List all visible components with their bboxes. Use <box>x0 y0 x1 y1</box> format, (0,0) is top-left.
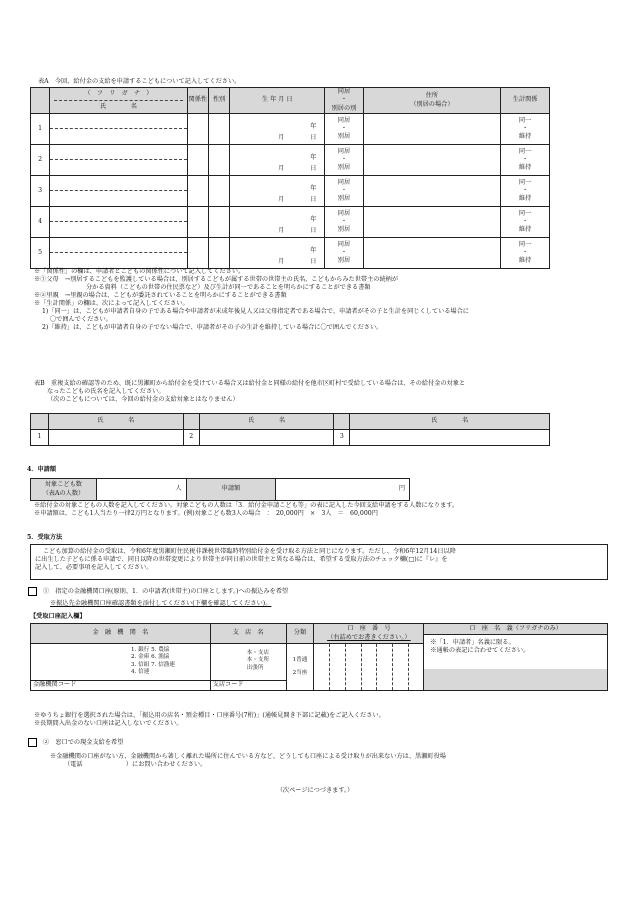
livelihood-field[interactable]: 同一 ・ 維持 <box>501 114 550 145</box>
address-field[interactable] <box>363 207 501 238</box>
address-field[interactable] <box>363 145 501 176</box>
b-name-2[interactable] <box>199 430 334 446</box>
table-row: 3 年 月 日 同居 ・ 別居 同一 ・ 維持 <box>31 176 550 207</box>
sex-header: 性別 <box>208 88 229 114</box>
birth-field[interactable]: 年 月 日 <box>230 238 325 269</box>
sex-field[interactable] <box>208 114 229 145</box>
table-a <box>30 87 550 269</box>
livelihood-field[interactable]: 同一 ・ 維持 <box>501 207 550 238</box>
cohabit-field[interactable]: 同居 ・ 別居 <box>325 238 363 269</box>
cohabit-field[interactable]: 同居 ・ 別居 <box>325 114 363 145</box>
sex-field[interactable] <box>208 145 229 176</box>
name-header: （ フ リ ガ ナ ） 氏 名 <box>50 88 188 114</box>
relation-field[interactable] <box>187 238 208 269</box>
address-field[interactable] <box>363 176 501 207</box>
account-type[interactable]: 1普通 2当座 <box>286 644 314 691</box>
cohabit-header: 同居 ・ 別居の別 <box>325 88 363 114</box>
section4-notes: ※給付金の対象こどもの人数を記入してください。対象こどもの人数は「3．給付金申請こども等」の表に記入した今回支給申請をする人数になります。 ※申請額は、こども1人当たり一律2万円となります。(例)対象こども数3人の場合 ： 20,000円 × 3人 ＝ 60,000円 <box>34 502 459 518</box>
option1-note: ※振込先金融機関口座確認書類を添付してください(下欄を確認してください)。 <box>50 600 272 607</box>
section5-title: 5．受取方法 <box>27 534 63 541</box>
bank-field[interactable]: 1. 銀行 5. 農協 2. 金庫 6. 漁協 3. 信組 7. 信漁連 4. 信連 金融機関コード <box>31 644 211 691</box>
relation-field[interactable] <box>187 176 208 207</box>
amount-table: 対象こども数 （表Aの人数） 人 申請額 円 <box>30 478 410 501</box>
child-count-field[interactable]: 人 <box>96 479 186 501</box>
cohabit-field[interactable]: 同居 ・ 別居 <box>325 207 363 238</box>
relation-field[interactable] <box>187 207 208 238</box>
account-table: 金 融 機 関 名 支 店 名 分類 口 座 番 号 （右詰めでお書きください。） 口 座 名 義（フリガナのみ） ※「1．申請者」名義に限る。 ※通帳の表記に合わせてください。 1. 銀行 5. 農協 2. 金庫 6. 漁協 3. 信組 7. 信漁連 4. 信連 金融機関コード 本・支店 本・支所 出張所 支店コード 1普通 2当座 <box>30 623 608 691</box>
option1: ① 指定の金融機関口座(原則、1．の申請者(世帯主)の口座とします。)への振込みを希望 <box>28 587 288 596</box>
child-name-field[interactable] <box>50 207 188 238</box>
option1-checkbox[interactable] <box>28 587 37 596</box>
child-name-field[interactable] <box>50 238 188 269</box>
option2-note: ※金融機関の口座がない方、金融機関から著しく離れた場所に住んでいる方など、どうしても口座による受け取りが出来ない方は、黒瀬町役場 （電話 ）にお問い合わせください。 <box>50 753 446 769</box>
b-name-3[interactable] <box>350 430 550 446</box>
table-row: 4 年 月 日 同居 ・ 別居 同一 ・ 維持 <box>31 207 550 238</box>
account-number[interactable] <box>314 644 424 691</box>
b-name-1[interactable] <box>48 430 183 446</box>
section4-title: 4．申請額 <box>27 466 57 473</box>
table-row: 2 年 月 日 同居 ・ 別居 同一 ・ 維持 <box>31 145 550 176</box>
account-notes: ※ゆうちょ銀行を選択された場合は、「振込用の店名・預金種目・口座番号(7桁)」(通帳見開き下部に記載)をご記入ください。 ※長期間入出金のない口座は記入しないでください。 <box>34 712 385 728</box>
table-b-intro: 表B 重複支給の確認等のため、既に黒瀬町から給付金を受けている場合又は給付金と同様の給付を他市区町村で受給している場合は、その給付金の対象と なったこどもの氏名を記入してください。 （次のこどもについては、今回の給付金の支給対象とはなりません） <box>34 380 466 404</box>
address-field[interactable] <box>363 114 501 145</box>
livelihood-field[interactable]: 同一 ・ 維持 <box>501 145 550 176</box>
child-name-field[interactable] <box>50 145 188 176</box>
sex-field[interactable] <box>208 238 229 269</box>
livelihood-header: 生計関係 <box>501 88 550 114</box>
cohabit-field[interactable]: 同居 ・ 別居 <box>325 145 363 176</box>
child-name-field[interactable] <box>50 176 188 207</box>
option2-checkbox[interactable] <box>28 738 37 747</box>
sex-field[interactable] <box>208 176 229 207</box>
relation-header: 関係性 <box>187 88 208 114</box>
holder-field[interactable]: ※「1．申請者」名義に限る。 ※通帳の表記に合わせてください。 <box>424 635 607 669</box>
option2: ② 窓口での現金支給を希望 <box>28 738 123 747</box>
birth-field[interactable]: 年 月 日 <box>230 145 325 176</box>
address-field[interactable] <box>363 238 501 269</box>
table-row: 1 年 月 日 同居 ・ 別居 同一 ・ 維持 <box>31 114 550 145</box>
address-header: 住所 （別居の場合） <box>363 88 501 114</box>
relation-field[interactable] <box>187 145 208 176</box>
table-a-title: 表A 今回、給付金の支給を申請するこどもについて記入してください。 <box>38 78 241 85</box>
section5-intro: こども加算の給付金の受取は、令和6年度黒瀬町住民税非課税世帯臨時特別給付金を受け取る方法と同じになります。ただし、令和6年12月14日以降 に出生した子どもに係る申請で、同日以降の世帯変更により世帯主が同日前の世帯主と異なる場合は、希望する受取方法のチェック欄(□)に『レ』を 記入して、必要事項を記入してください。 <box>30 544 608 580</box>
amount-field[interactable]: 円 <box>276 479 410 501</box>
livelihood-field[interactable]: 同一 ・ 維持 <box>501 176 550 207</box>
sex-field[interactable] <box>208 207 229 238</box>
cohabit-field[interactable]: 同居 ・ 別居 <box>325 176 363 207</box>
birth-header: 生 年 月 日 <box>230 88 325 114</box>
account-label: 【受取口座記入欄】 <box>30 613 86 620</box>
birth-field[interactable]: 年 月 日 <box>230 114 325 145</box>
table-row: 5 年 月 日 同居 ・ 別居 同一 ・ 維持 <box>31 238 550 269</box>
branch-field[interactable]: 本・支店 本・支所 出張所 支店コード <box>210 644 286 691</box>
table-a-notes: ※「関係性」の欄は、申請者とこどもの関係性について記入してください。 ※①父母 →別居するこどもを監護している場合は、別居するこどもが属する世帯の世帯主の氏名、こどもからみた世帯主の続柄が 分かる資料（こどもの世帯の住民票など）及び生計が同一であることを明らかにすることができる書類 ※②里親 →里親の場合は、こどもが委託されていることを明らかにすることができる書類 ※「生計関係」の欄は、次によって記入してください。 1)「同一」は、こどもが申請者自身の子である場合や申請者が未成年後見人又は父母指定者である場合で、申請者がその子と生計を同じくしている場合に 〇で囲んでください。 2)「維持」は、こどもが申請者自身の子でない場合で、申請者がその子の生計を維持している場合に〇で囲んでください。 <box>34 268 469 332</box>
birth-field[interactable]: 年 月 日 <box>230 176 325 207</box>
livelihood-field[interactable]: 同一 ・ 維持 <box>501 238 550 269</box>
footer-next-page: （次ページにつづきます。） <box>276 787 354 794</box>
child-name-field[interactable] <box>50 114 188 145</box>
relation-field[interactable] <box>187 114 208 145</box>
birth-field[interactable]: 年 月 日 <box>230 207 325 238</box>
table-b: 氏 名 氏 名 氏 名 1 2 3 <box>30 413 550 446</box>
